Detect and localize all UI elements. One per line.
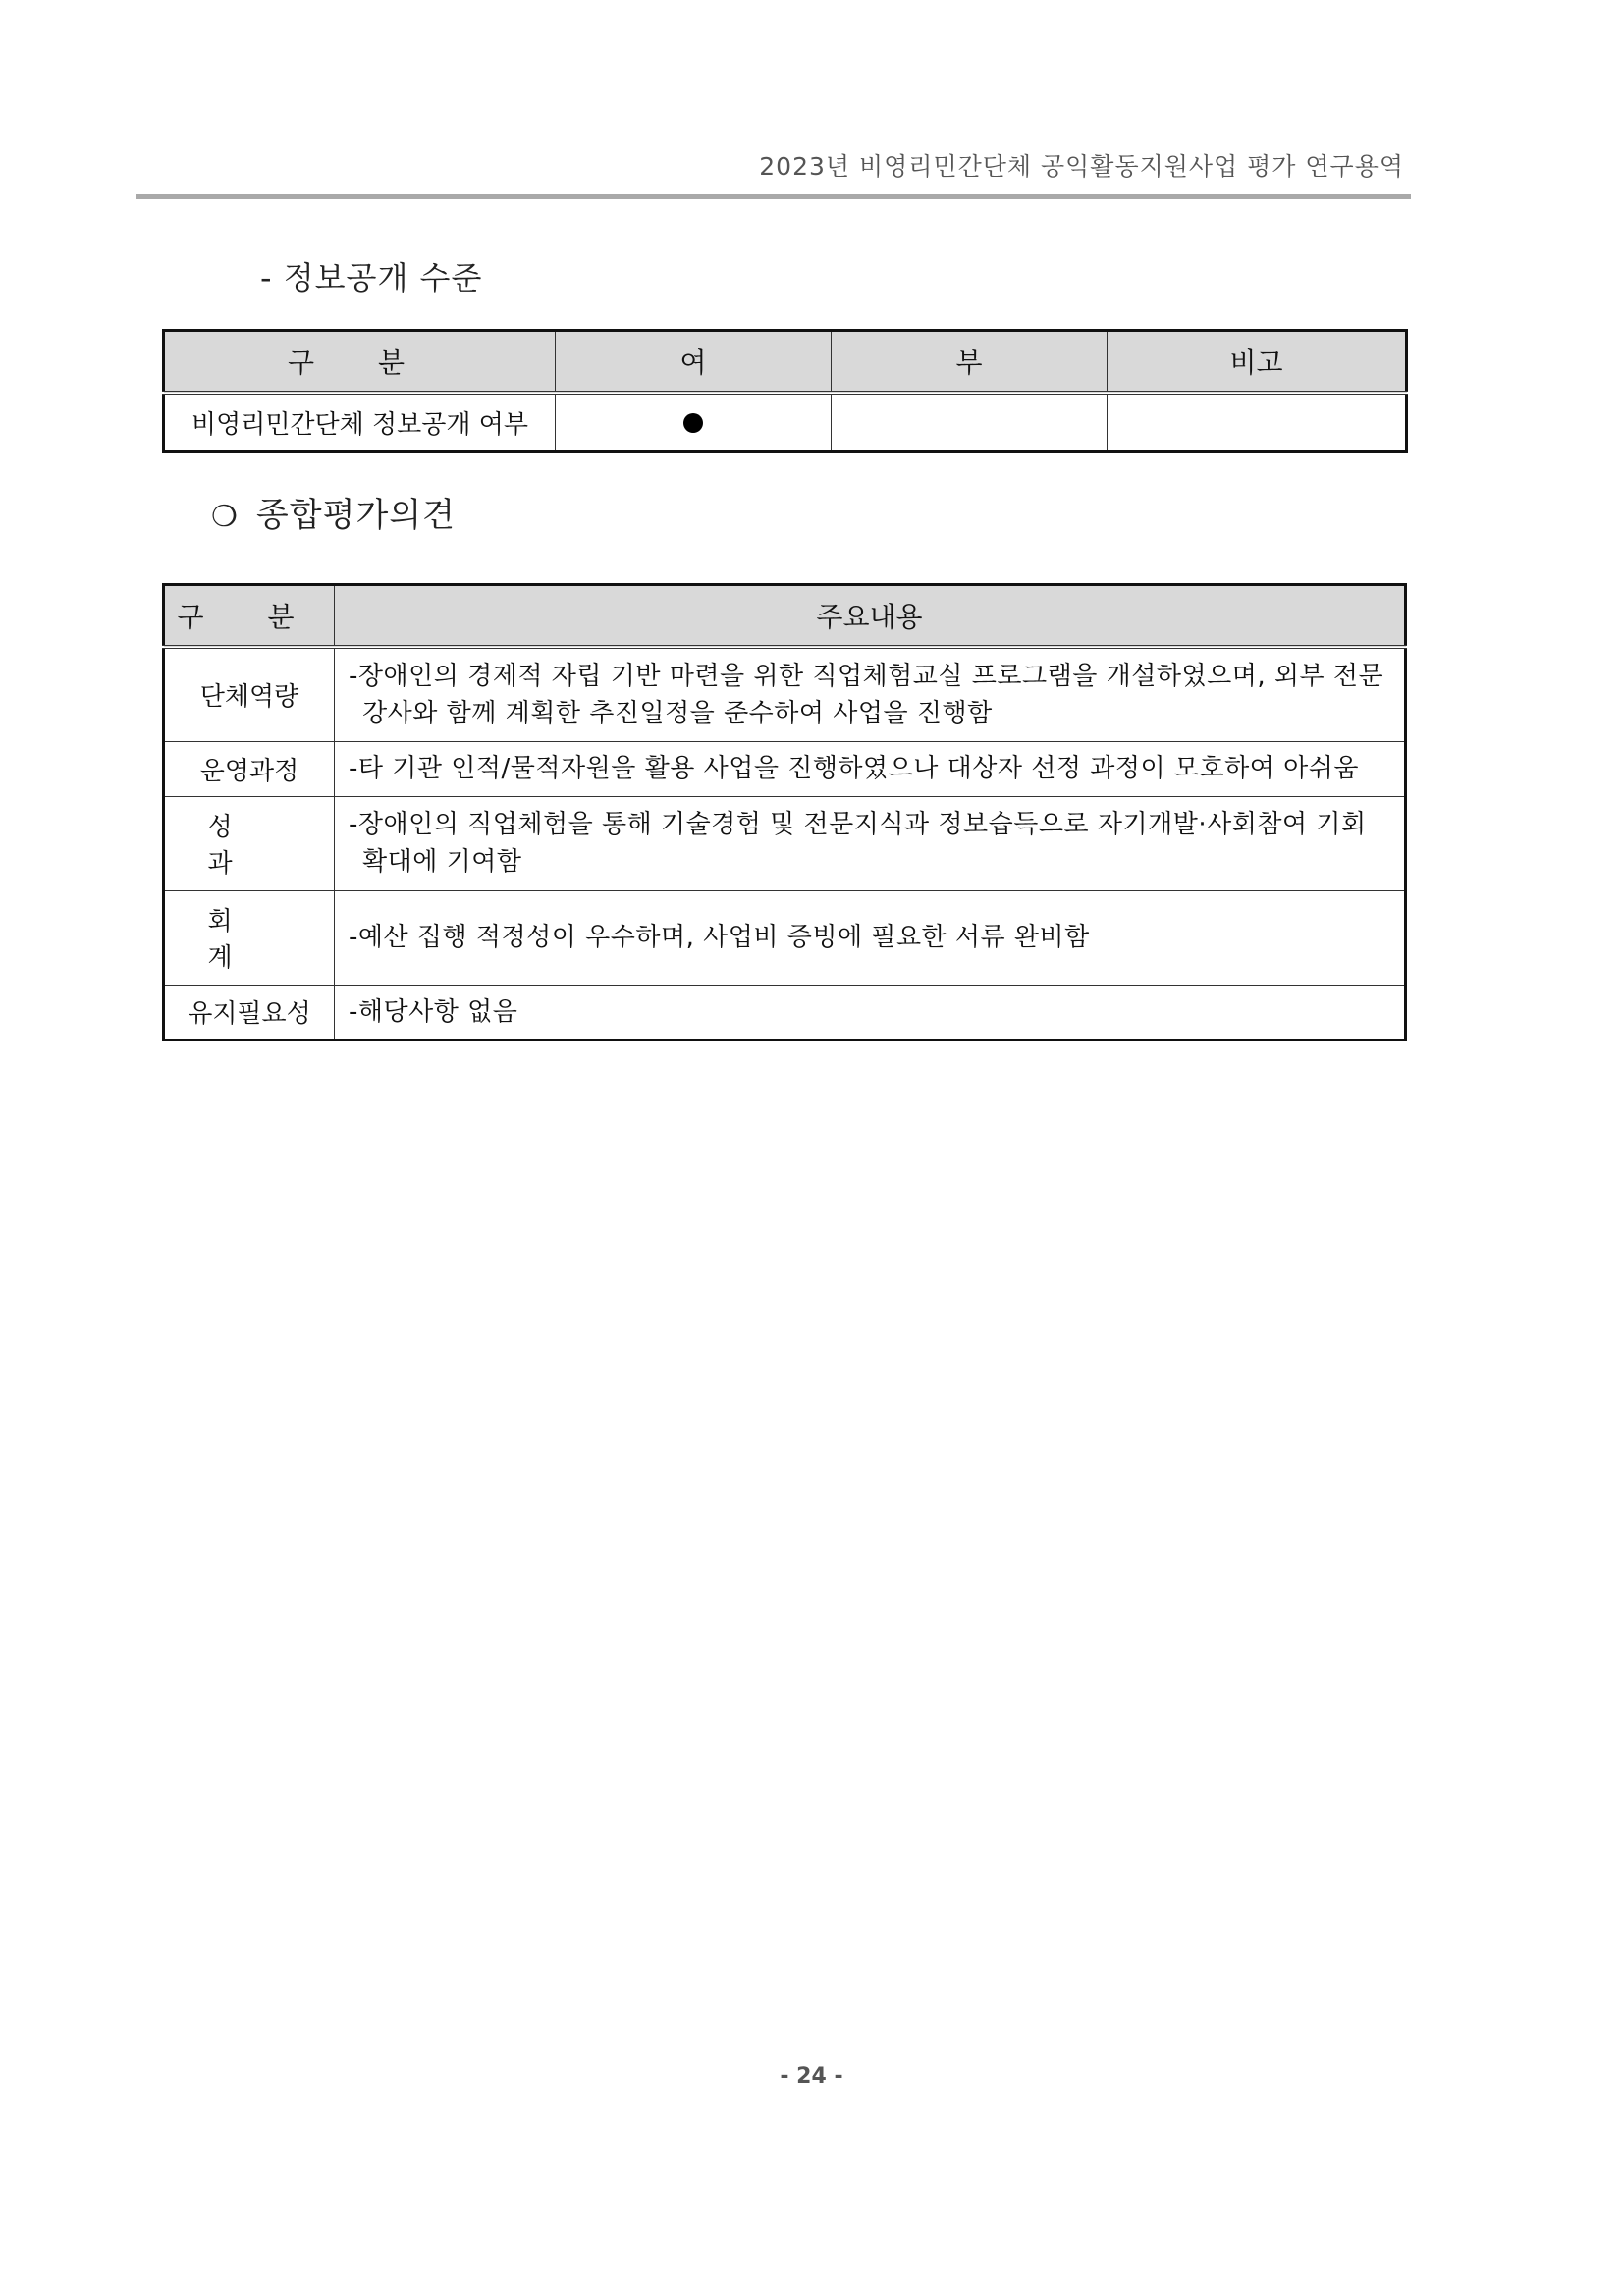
table-row — [164, 890, 1406, 985]
category-cell: 회 계 — [164, 890, 335, 985]
filled-circle-mark — [683, 413, 703, 433]
content-cell: -장애인의 경제적 자립 기반 마련을 위한 직업체험교실 프로그램을 개설하였으며, 외부 전문 강사와 함께 계획한 추진일정을 준수하여 사업을 진행함 — [335, 647, 1406, 741]
table-row — [164, 393, 1407, 452]
col-header-category: 구 분 — [164, 585, 335, 648]
evaluation-heading: ❍ 종합평가의견 — [211, 496, 456, 535]
col-header-yes: 여 — [556, 331, 832, 394]
no-cell — [832, 393, 1108, 452]
note-cell — [1108, 393, 1407, 452]
row-label: 비영리민간단체 정보공개 여부 — [164, 393, 556, 452]
table-row — [164, 796, 1406, 890]
header-rule — [136, 194, 1411, 199]
running-header-title: 2023년 비영리민간단체 공익활동지원사업 평가 연구용역 — [759, 152, 1404, 181]
content-cell: -해당사항 없음 — [335, 985, 1406, 1040]
evaluation-table — [162, 583, 1407, 1041]
disclosure-table — [162, 329, 1408, 453]
content-cell: -장애인의 직업체험을 통해 기술경험 및 전문지식과 정보습득으로 자기개발·사회참여 기회 확대에 기여함 — [335, 796, 1406, 890]
table-row — [164, 985, 1406, 1040]
disclosure-heading: - 정보공개 수준 — [260, 259, 483, 296]
col-header-category: 구 분 — [164, 331, 556, 394]
category-cell: 단체역량 — [164, 647, 335, 741]
table-row — [164, 741, 1406, 796]
col-header-no: 부 — [832, 331, 1108, 394]
col-header-note: 비고 — [1108, 331, 1407, 394]
col-header-content: 주요내용 — [335, 585, 1406, 648]
disclosure-table-header — [164, 331, 1407, 394]
category-cell: 유지필요성 — [164, 985, 335, 1040]
table-row — [164, 647, 1406, 741]
content-cell: -예산 집행 적정성이 우수하며, 사업비 증빙에 필요한 서류 완비함 — [335, 890, 1406, 985]
yes-cell — [556, 393, 832, 452]
category-cell: 운영과정 — [164, 741, 335, 796]
evaluation-table-header — [164, 585, 1406, 648]
category-cell: 성 과 — [164, 796, 335, 890]
page-number: - 24 - — [780, 2064, 843, 2089]
circle-bullet-icon: ❍ — [211, 500, 239, 534]
content-cell: -타 기관 인적/물적자원을 활용 사업을 진행하였으나 대상자 선정 과정이 모호하여 아쉬움 — [335, 741, 1406, 796]
